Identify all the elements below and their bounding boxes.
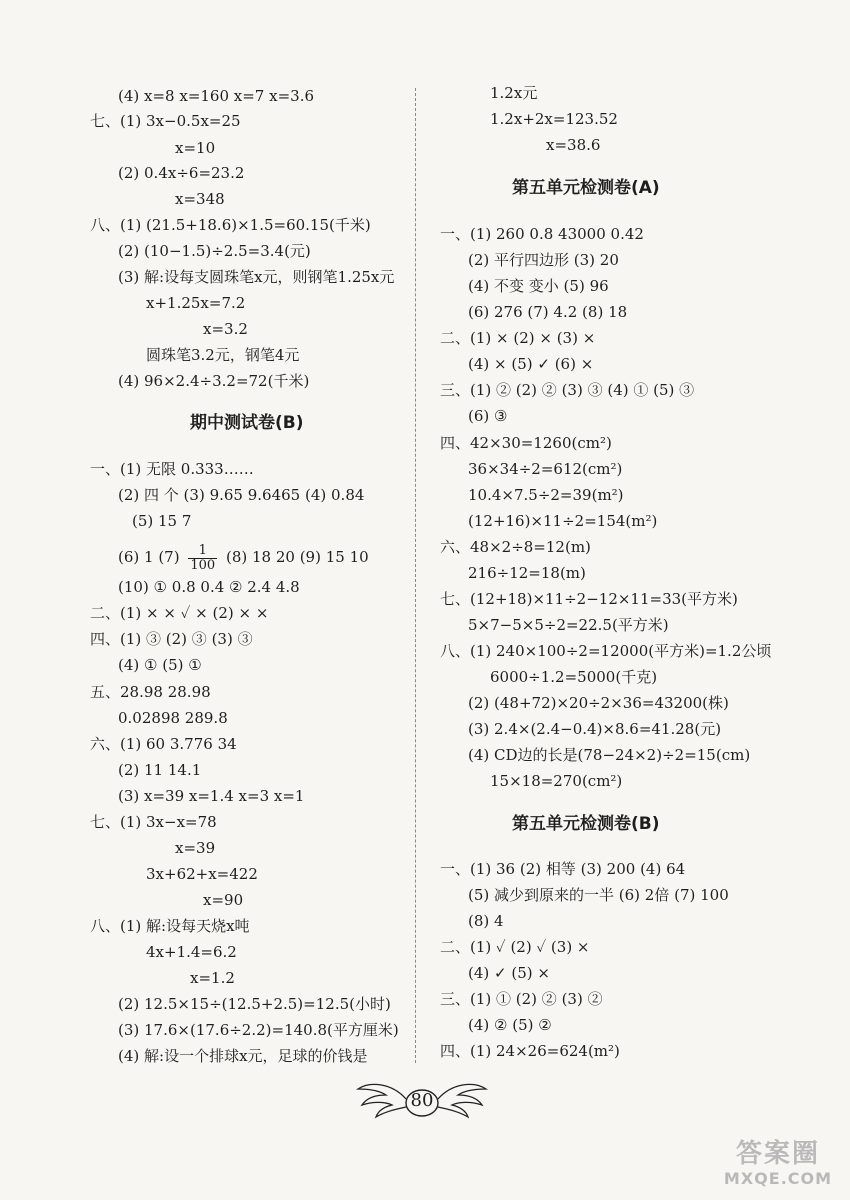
answer-line: (4) 解:设一个排球x元，足球的价钱是 [118, 1047, 368, 1065]
answer-line: 六、48×2÷8=12(m) [440, 538, 591, 556]
answer-line: 10.4×7.5÷2=39(m²) [468, 486, 624, 504]
answer-line: (4) 96×2.4÷3.2=72(千米) [118, 372, 310, 390]
answer-line: (3) 17.6×(17.6÷2.2)=140.8(平方厘米) [118, 1021, 399, 1039]
answer-line: x+1.25x=7.2 [146, 294, 246, 312]
fraction-denominator: 100 [190, 557, 216, 573]
answer-line: 一、(1) 无限 0.333…… [90, 460, 254, 478]
answer-line: 七、(1) 3x−0.5x=25 [90, 112, 241, 130]
answer-line: 七、(12+18)×11÷2−12×11=33(平方米) [440, 590, 738, 608]
answer-line: (3) x=39 x=1.4 x=3 x=1 [118, 787, 305, 805]
answer-line: (4) × (5) ✓ (6) × [468, 355, 594, 373]
answer-line: (2) 12.5×15÷(12.5+2.5)=12.5(小时) [118, 995, 391, 1013]
answer-line: x=3.2 [203, 320, 248, 338]
answer-line: (2) (48+72)×20÷2×36=43200(株) [468, 694, 729, 712]
answer-line: (12+16)×11÷2=154(m²) [468, 512, 658, 530]
answer-line: 一、(1) 260 0.8 43000 0.42 [440, 225, 644, 243]
answer-line: (2) (10−1.5)÷2.5=3.4(元) [118, 242, 311, 260]
answer-line: 1.2x+2x=123.52 [490, 110, 618, 128]
answer-line: x=1.2 [190, 969, 235, 987]
answer-line: (2) 0.4x÷6=23.2 [118, 164, 245, 182]
answer-line: 四、(1) 24×26=624(m²) [440, 1042, 620, 1060]
answer-line: (3) 2.4×(2.4−0.4)×8.6=41.28(元) [468, 720, 722, 738]
answer-line: 七、(1) 3x−x=78 [90, 813, 217, 831]
answer-line: 四、(1) ③ (2) ③ (3) ③ [90, 630, 253, 648]
answer-line: x=38.6 [546, 136, 601, 154]
answer-line: (6) ③ [468, 407, 508, 425]
answer-line: x=39 [175, 839, 216, 857]
fraction [188, 544, 217, 573]
answer-line-with-fraction [118, 542, 369, 572]
answer-line: (5) 15 7 [132, 512, 192, 530]
section-heading-unit5-a: 第五单元检测卷(A) [512, 178, 660, 198]
section-heading-unit5-b: 第五单元检测卷(B) [512, 814, 660, 834]
answer-line: 0.02898 289.8 [118, 709, 228, 727]
answer-line: 二、(1) × × ✓ × (2) × × [90, 604, 269, 622]
answer-line: x=10 [175, 139, 216, 157]
fraction-prefix: (6) 1 (7) [118, 548, 180, 566]
answer-line: (4) 不变 变小 (5) 96 [468, 277, 609, 295]
answer-line: 二、(1) ✓ (2) ✓ (3) × [440, 938, 590, 956]
answer-line: 八、(1) 解:设每天烧x吨 [90, 917, 250, 935]
answer-line: 4x+1.4=6.2 [146, 943, 237, 961]
answer-line: 四、42×30=1260(cm²) [440, 434, 612, 452]
fraction-suffix: (8) 18 20 (9) 15 10 [225, 548, 369, 566]
answer-line: 三、(1) ② (2) ② (3) ③ (4) ① (5) ③ [440, 381, 695, 399]
answer-line: 三、(1) ① (2) ② (3) ② [440, 990, 603, 1008]
answer-line: (5) 减少到原来的一半 (6) 2倍 (7) 100 [468, 886, 729, 904]
answer-line: (2) 四 个 (3) 9.65 9.6465 (4) 0.84 [118, 486, 365, 504]
answer-line: x=90 [203, 891, 244, 909]
answer-line: (2) 平行四边形 (3) 20 [468, 251, 619, 269]
answer-line: 15×18=270(cm²) [490, 772, 623, 790]
answer-line: (4) ① (5) ① [118, 656, 202, 674]
section-heading-midterm-b: 期中测试卷(B) [190, 413, 304, 433]
answer-line: 5×7−5×5÷2=22.5(平方米) [468, 616, 669, 634]
answer-line: 一、(1) 36 (2) 相等 (3) 200 (4) 64 [440, 860, 686, 878]
answer-line: (4) ✓ (5) × [468, 964, 550, 982]
watermark-bottom: MXQE.COM [723, 1169, 833, 1188]
answer-line: 八、(1) 240×100÷2=12000(平方米)=1.2公顷 [440, 642, 772, 660]
answer-line: (4) ② (5) ② [468, 1016, 552, 1034]
answer-line: 圆珠笔3.2元，钢笔4元 [146, 346, 300, 364]
answer-line: (4) x=8 x=160 x=7 x=3.6 [118, 87, 315, 105]
answer-line: (2) 11 14.1 [118, 761, 202, 779]
answer-line: (6) 276 (7) 4.2 (8) 18 [468, 303, 628, 321]
fraction-numerator: 1 [188, 544, 217, 559]
answer-line: 五、28.98 28.98 [90, 683, 211, 701]
answer-line: 二、(1) × (2) × (3) × [440, 329, 596, 347]
answer-line: 216÷12=18(m) [468, 564, 586, 582]
answer-line: (10) ① 0.8 0.4 ② 2.4 4.8 [118, 578, 300, 596]
column-divider [415, 88, 416, 1063]
answer-line: x=348 [175, 190, 225, 208]
answer-line: 六、(1) 60 3.776 34 [90, 735, 237, 753]
answer-line: 1.2x元 [490, 84, 538, 102]
answer-line: 3x+62+x=422 [146, 865, 258, 883]
watermark-top: 答案圈 [735, 1139, 820, 1169]
answer-line: 36×34÷2=612(cm²) [468, 460, 623, 478]
page-number-badge [352, 1075, 492, 1135]
answer-line: (3) 解:设每支圆珠笔x元，则钢笔1.25x元 [118, 268, 395, 286]
watermark-logo [708, 1138, 848, 1188]
answer-line: 八、(1) (21.5+18.6)×1.5=60.15(千米) [90, 216, 371, 234]
page-number: 80 [410, 1090, 434, 1111]
answer-line: (8) 4 [468, 912, 504, 930]
answer-line: (4) CD边的长是(78−24×2)÷2=15(cm) [468, 746, 751, 764]
answer-line: 6000÷1.2=5000(千克) [490, 668, 658, 686]
